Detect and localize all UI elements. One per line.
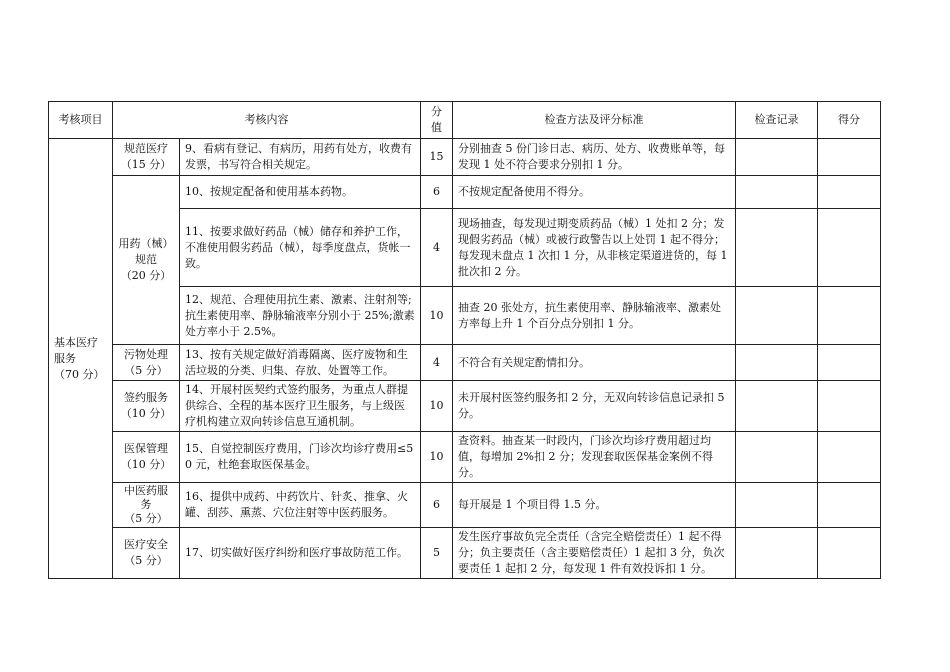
score-cell: 15 xyxy=(421,139,453,176)
method-cell: 每开展是 1 个项目得 1.5 分。 xyxy=(453,483,736,528)
content-cell: 11、按要求做好药品（械）储存和养护工作，不准使用假劣药品（械），每季度盘点，货帐一致。 xyxy=(180,209,421,287)
score-cell: 10 xyxy=(421,381,453,432)
table-row xyxy=(49,483,881,528)
method-cell: 发生医疗事故负完全责任（含完全赔偿责任）1 起不得分；负主要责任（含主要赔偿责任）1 起扣 3 分，负次要责任 1 起扣 2 分，每发现 1 件有效投诉扣 1 分。 xyxy=(453,528,736,579)
content-cell: 16、提供中成药、中药饮片、针炙、推拿、火罐、刮莎、熏蒸、穴位注射等中医药服务。 xyxy=(180,483,421,528)
table-header-row xyxy=(49,102,881,139)
method-cell: 分别抽查 5 份门诊日志、病历、处方、收费账单等，每发现 1 处不符合要求分别扣 1 分。 xyxy=(453,139,736,176)
record-cell[interactable] xyxy=(736,209,818,287)
subcategory-cell: 签约服务 （10 分） xyxy=(113,381,180,432)
points-cell[interactable] xyxy=(818,345,881,381)
table-row xyxy=(49,432,881,483)
points-cell[interactable] xyxy=(818,139,881,176)
score-cell: 6 xyxy=(421,483,453,528)
points-cell[interactable] xyxy=(818,176,881,209)
content-cell: 9、看病有登记、有病历，用药有处方，收费有发票，书写符合相关规定。 xyxy=(180,139,421,176)
header-score: 分 值 xyxy=(421,102,453,139)
subcategory-cell: 医疗安全 （5 分） xyxy=(113,528,180,579)
content-cell: 17、切实做好医疗纠纷和医疗事故防范工作。 xyxy=(180,528,421,579)
header-method: 检查方法及评分标准 xyxy=(453,102,736,139)
subcategory-cell: 规范医疗 （15 分） xyxy=(113,139,180,176)
table-row xyxy=(49,528,881,579)
assessment-table xyxy=(48,101,881,579)
points-cell[interactable] xyxy=(818,528,881,579)
record-cell[interactable] xyxy=(736,432,818,483)
category-cell: 基本医疗 服务 （70 分） xyxy=(49,139,113,579)
table-row xyxy=(49,381,881,432)
score-cell: 4 xyxy=(421,209,453,287)
method-cell: 未开展村医签约服务扣 2 分，无双向转诊信息记录扣 5 分。 xyxy=(453,381,736,432)
subcategory-cell: 用药（械） 规范 （20 分） xyxy=(113,176,180,345)
content-cell: 10、按规定配备和使用基本药物。 xyxy=(180,176,421,209)
header-points: 得分 xyxy=(818,102,881,139)
record-cell[interactable] xyxy=(736,381,818,432)
table-row xyxy=(49,139,881,176)
score-cell: 4 xyxy=(421,345,453,381)
record-cell[interactable] xyxy=(736,287,818,345)
record-cell[interactable] xyxy=(736,139,818,176)
method-cell: 抽查 20 张处方，抗生素使用率、静脉输液率、激素处方率每上升 1 个百分点分别扣 1 分。 xyxy=(453,287,736,345)
record-cell[interactable] xyxy=(736,528,818,579)
record-cell[interactable] xyxy=(736,345,818,381)
record-cell[interactable] xyxy=(736,483,818,528)
record-cell[interactable] xyxy=(736,176,818,209)
table-row xyxy=(49,345,881,381)
points-cell[interactable] xyxy=(818,432,881,483)
points-cell[interactable] xyxy=(818,287,881,345)
method-cell: 不按规定配备使用不得分。 xyxy=(453,176,736,209)
method-cell: 查资料。抽查某一时段内，门诊次均诊疗费用超过均值，每增加 2%扣 2 分；发现套取医保基金案例不得分。 xyxy=(453,432,736,483)
content-cell: 15、自觉控制医疗费用，门诊次均诊疗费用≤50 元，杜绝套取医保基金。 xyxy=(180,432,421,483)
subcategory-cell: 污物处理 （5 分） xyxy=(113,345,180,381)
content-cell: 14、开展村医契约式签约服务，为重点人群提供综合、全程的基本医疗卫生服务，与上级医疗机构建立双向转诊信息互通机制。 xyxy=(180,381,421,432)
score-cell: 6 xyxy=(421,176,453,209)
header-item: 考核项目 xyxy=(49,102,113,139)
score-cell: 10 xyxy=(421,432,453,483)
score-cell: 10 xyxy=(421,287,453,345)
table-row xyxy=(49,176,881,209)
header-record: 检查记录 xyxy=(736,102,818,139)
content-cell: 13、按有关规定做好消毒隔离、医疗废物和生活垃圾的分类、归集、存放、处置等工作。 xyxy=(180,345,421,381)
method-cell: 现场抽查，每发现过期变质药品（械）1 处扣 2 分；发现假劣药品（械）或被行政警告以上处罚 1 起不得分；每发现未盘点 1 次扣 1 分，从非核定渠道进货的，每 1 批次扣 2 分。 xyxy=(453,209,736,287)
score-cell: 5 xyxy=(421,528,453,579)
subcategory-cell: 医保管理 （10 分） xyxy=(113,432,180,483)
header-content: 考核内容 xyxy=(113,102,421,139)
method-cell: 不符合有关规定酌情扣分。 xyxy=(453,345,736,381)
subcategory-cell: 中医药服 务 （5 分） xyxy=(113,483,180,528)
points-cell[interactable] xyxy=(818,209,881,287)
content-cell: 12、规范、合理使用抗生素、激素、注射剂等;抗生素使用率、静脉输液率分别小于 25%;激素处方率小于 2.5%。 xyxy=(180,287,421,345)
points-cell[interactable] xyxy=(818,381,881,432)
points-cell[interactable] xyxy=(818,483,881,528)
